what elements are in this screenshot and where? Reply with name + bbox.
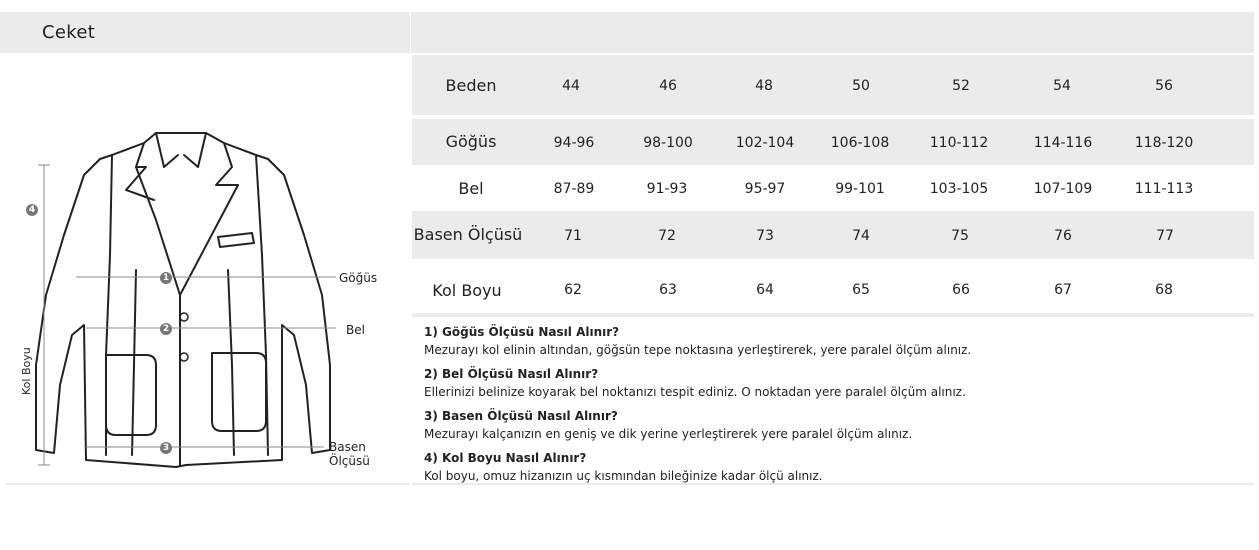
table-cell: 103-105 — [929, 181, 989, 197]
size-row-gogus — [412, 119, 1254, 165]
note-waist — [424, 365, 1244, 401]
table-cell: 44 — [562, 78, 580, 94]
page-title: Ceket — [42, 22, 96, 43]
table-cell: 56 — [1155, 78, 1173, 94]
note-text: Kol boyu, omuz hizanızın uç kısmından bileğinize kadar ölçü alınız. — [424, 469, 823, 483]
size-row-bel — [412, 165, 1254, 211]
table-cell: 98-100 — [643, 135, 693, 151]
chest-label: Göğüs — [339, 271, 378, 285]
table-cell: 64 — [756, 282, 774, 298]
table-cell: 87-89 — [553, 181, 595, 197]
table-cell: 48 — [755, 78, 773, 94]
chest-marker-badge: 1 — [160, 272, 172, 284]
table-cell: 118-120 — [1134, 135, 1194, 151]
table-cell: 76 — [1054, 228, 1072, 244]
table-cell: 54 — [1053, 78, 1071, 94]
table-cell: 106-108 — [830, 135, 890, 151]
table-cell: 72 — [658, 228, 676, 244]
sleeve-marker-badge: 4 — [26, 204, 38, 216]
note-hip — [424, 407, 1244, 443]
hip-marker-badge: 3 — [160, 442, 172, 454]
row-label: Bel — [458, 179, 484, 198]
note-title: 1) Göğüs Ölçüsü Nasıl Alınır? — [424, 325, 620, 339]
row-label: Beden — [445, 76, 497, 95]
jacket-illustration — [6, 55, 410, 483]
note-text: Mezurayı kalçanızın en geniş ve dik yerine yerleştirerek yere paralel ölçüm alınız. — [424, 427, 913, 441]
table-cell: 71 — [564, 228, 582, 244]
row-label: Basen Ölçüsü — [413, 225, 523, 244]
header-divider — [410, 8, 411, 53]
table-cell: 73 — [756, 228, 774, 244]
waist-label: Bel — [346, 323, 365, 337]
table-cell: 111-113 — [1134, 181, 1194, 197]
size-row-beden — [412, 55, 1254, 115]
row-label: Göğüs — [445, 132, 497, 151]
note-title: 4) Kol Boyu Nasıl Alınır? — [424, 451, 587, 465]
jacket-diagram-panel — [6, 55, 410, 485]
note-text: Mezurayı kol elinin altından, göğsün tepe noktasına yerleştirerek, yere paralel ölçüm alınız. — [424, 343, 972, 357]
table-cell: 65 — [852, 282, 870, 298]
table-cell: 63 — [659, 282, 677, 298]
table-cell: 114-116 — [1033, 135, 1093, 151]
note-chest — [424, 323, 1244, 359]
table-cell: 66 — [952, 282, 970, 298]
table-cell: 94-96 — [553, 135, 595, 151]
table-divider — [412, 313, 1254, 317]
table-cell: 68 — [1155, 282, 1173, 298]
table-cell: 99-101 — [835, 181, 885, 197]
size-row-basen — [412, 211, 1254, 259]
table-cell: 52 — [952, 78, 970, 94]
table-cell: 67 — [1054, 282, 1072, 298]
hip-label: Basen Ölçüsü — [329, 440, 370, 468]
waist-marker-badge: 2 — [160, 323, 172, 335]
table-cell: 102-104 — [735, 135, 795, 151]
table-cell: 107-109 — [1033, 181, 1093, 197]
table-cell: 46 — [659, 78, 677, 94]
note-sleeve — [424, 449, 1244, 485]
table-cell: 91-93 — [646, 181, 688, 197]
sleeve-label: Kol Boyu — [20, 347, 33, 395]
table-cell: 75 — [951, 228, 969, 244]
size-table-panel — [412, 55, 1254, 485]
table-cell: 62 — [564, 282, 582, 298]
note-title: 3) Basen Ölçüsü Nasıl Alınır? — [424, 409, 618, 423]
table-cell: 77 — [1156, 228, 1174, 244]
note-title: 2) Bel Ölçüsü Nasıl Alınır? — [424, 367, 599, 381]
row-label: Kol Boyu — [432, 281, 502, 300]
measurement-instructions — [424, 323, 1244, 491]
table-cell: 95-97 — [744, 181, 786, 197]
note-text: Ellerinizi belinize koyarak bel noktanızı tespit ediniz. O noktadan yere paralel ölçüm alınız. — [424, 385, 966, 399]
size-row-kol-boyu — [412, 263, 1254, 315]
table-cell: 74 — [852, 228, 870, 244]
header-band — [0, 12, 1254, 53]
table-cell: 50 — [852, 78, 870, 94]
table-cell: 110-112 — [929, 135, 989, 151]
